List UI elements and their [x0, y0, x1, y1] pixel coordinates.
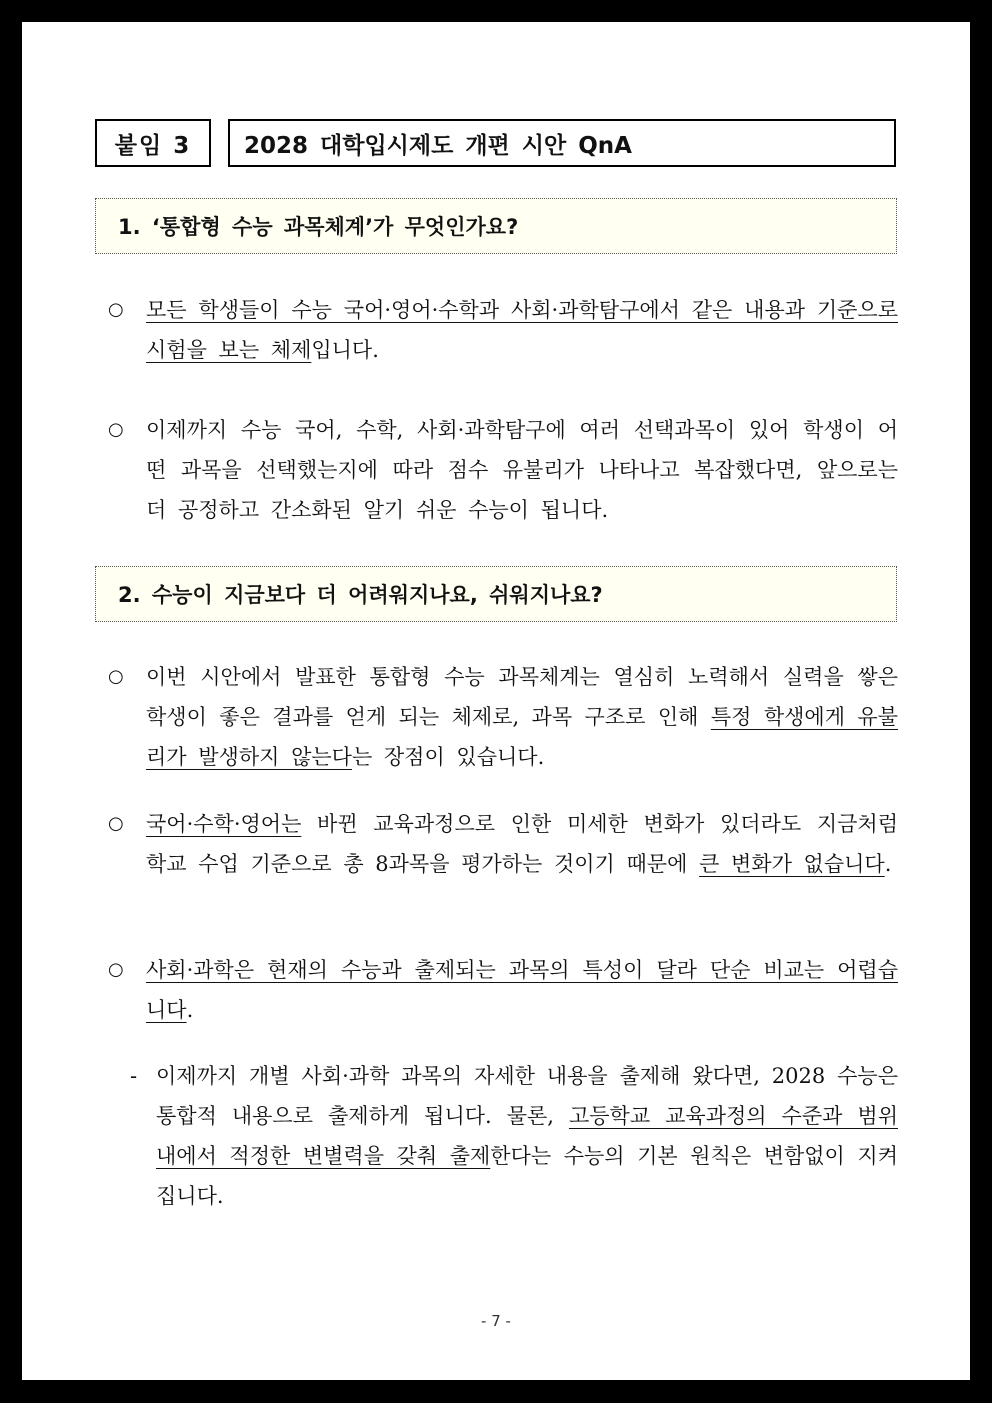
text: 이제까지 개별 사회·과학 과목의 자세한 내용을 출제해 왔다면, 2028 수능은 통합적 내용으로 출제하게 됩니다. 물론,	[156, 1064, 898, 1128]
bullet-icon: ○	[108, 299, 124, 320]
question-2-heading: 2. 수능이 지금보다 더 어려워지나요, 쉬워지나요?	[95, 566, 897, 622]
document-page	[22, 22, 970, 1380]
bullet-icon: ○	[108, 813, 124, 834]
text: 는 장점이 있습니다.	[351, 745, 545, 769]
document-title: 2028 대학입시제도 개편 시안 QnA	[228, 119, 896, 167]
text: 입니다.	[311, 338, 379, 362]
underlined-text: 사회·과학은 현재의 수능과 출제되는 과목의 특성이 달라 단순 비교는 어렵습니다	[146, 958, 898, 1022]
bullet-icon: ○	[108, 959, 124, 980]
q1-paragraph-1	[108, 290, 898, 370]
q2-sub-paragraph	[130, 1056, 898, 1216]
attachment-tag: 붙임 3	[95, 119, 211, 167]
bullet-icon: ○	[108, 419, 124, 440]
q1-paragraph-2	[108, 410, 898, 530]
underlined-text: 특정 학생에게 유불리가 발생하지 않는다	[146, 705, 899, 769]
q2-paragraph-2	[108, 804, 898, 884]
underlined-text: 고등학교 교육과정의 수준과 범위 내에서 적정한 변별력을 갖춰 출제	[156, 1104, 898, 1168]
text: 이제까지 수능 국어, 수학, 사회·과학탐구에 여러 선택과목이 있어 학생이 어떤 과목을 선택했는지에 따라 점수 유불리가 나타나고 복잡했다면, 앞으로는 더 공정하고 간소화된 알기 쉬운 수능이 됩니다.	[146, 418, 898, 522]
underlined-text: 큰 변화가 없습니다	[699, 852, 885, 876]
underlined-text: 모든 학생들이 수능 국어·영어·수학과 사회·과학탐구에서 같은 내용과 기준으로 시험을 보는 체제	[146, 298, 898, 362]
q2-paragraph-1	[108, 657, 898, 777]
dash-marker: -	[130, 1064, 138, 1088]
text: .	[884, 852, 892, 876]
text: 바뀐 교육과정으로 인한 미세한 변화가 있더라도 지금처럼 학교 수업 기준으로 총 8과목을 평가하는 것이기 때문에	[146, 812, 898, 876]
q2-paragraph-3	[108, 950, 898, 1030]
underlined-text: 국어·수학·영어는	[146, 812, 302, 836]
text: 이번 시안에서 발표한 통합형 수능 과목체계는 열심히 노력해서 실력을 쌓은 학생이 좋은 결과를 얻게 되는 체제로, 과목 구조로 인해	[146, 665, 898, 729]
page-number: - 7 -	[481, 1312, 511, 1330]
text: 한다는 수능의 기본 원칙은 변함없이 지켜집니다.	[156, 1144, 898, 1208]
text: .	[186, 998, 194, 1022]
bullet-icon: ○	[108, 666, 124, 687]
question-1-heading: 1. ‘통합형 수능 과목체계’가 무엇인가요?	[95, 198, 897, 254]
